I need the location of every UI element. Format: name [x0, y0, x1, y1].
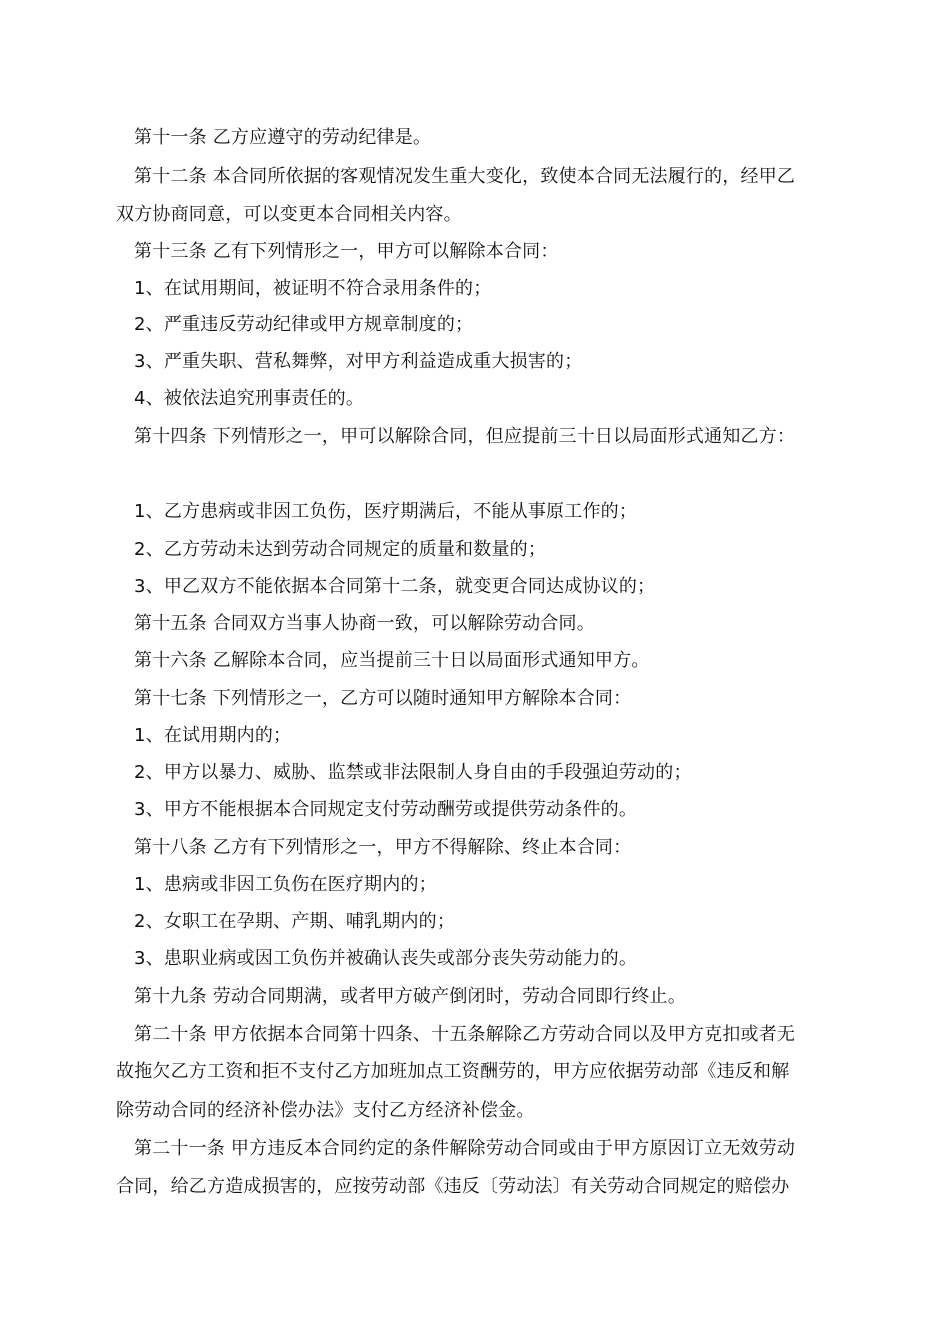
clause-13: 第十三条 乙有下列情形之一，甲方可以解除本合同：	[134, 241, 559, 262]
clause-20-line-2: 故拖欠乙方工资和拒不支付乙方加班加点工资酬劳的，甲方应依据劳动部《违反和解	[116, 1061, 790, 1082]
clause-16: 第十六条 乙解除本合同，应当提前三十日以局面形式通知甲方。	[134, 650, 650, 671]
clause-21-line-2: 合同，给乙方造成损害的，应按劳动部《违反〔劳动法〕有关劳动合同规定的赔偿办	[116, 1176, 790, 1197]
clause-14-item-2: 2、乙方劳动未达到劳动合同规定的质量和数量的；	[134, 539, 547, 560]
clause-15: 第十五条 合同双方当事人协商一致，可以解除劳动合同。	[134, 613, 595, 634]
clause-17-item-3: 3、甲方不能根据本合同规定支付劳动酬劳或提供劳动条件的。	[134, 799, 638, 820]
clause-14-item-3: 3、甲乙双方不能依据本合同第十二条，就变更合同达成协议的；	[134, 576, 656, 597]
clause-13-item-1: 1、在试用期间，被证明不符合录用条件的；	[134, 278, 492, 299]
clause-17-item-2: 2、甲方以暴力、威胁、监禁或非法限制人身自由的手段强迫劳动的；	[134, 762, 692, 783]
clause-12-line-2: 双方协商同意，可以变更本合同相关内容。	[116, 204, 462, 225]
clause-11: 第十一条 乙方应遵守的劳动纪律是。	[134, 127, 432, 148]
clause-14-item-1: 1、乙方患病或非因工负伤，医疗期满后，不能从事原工作的；	[134, 501, 638, 522]
clause-20-line-1: 第二十条 甲方依据本合同第十四条、十五条解除乙方劳动合同以及甲方克扣或者无	[134, 1024, 796, 1045]
clause-13-item-4: 4、被依法追究刑事责任的。	[134, 388, 365, 409]
clause-13-item-2: 2、严重违反劳动纪律或甲方规章制度的；	[134, 314, 474, 335]
clause-18-item-1: 1、患病或非因工负伤在医疗期内的；	[134, 874, 437, 895]
clause-14: 第十四条 下列情形之一，甲可以解除合同，但应提前三十日以局面形式通知乙方：	[134, 426, 796, 447]
clause-17-item-1: 1、在试用期内的；	[134, 725, 292, 746]
clause-21-line-1: 第二十一条 甲方违反本合同约定的条件解除劳动合同或由于甲方原因订立无效劳动	[134, 1138, 796, 1159]
clause-18-item-3: 3、患职业病或因工负伤并被确认丧失或部分丧失劳动能力的。	[134, 948, 638, 969]
clause-17: 第十七条 下列情形之一，乙方可以随时通知甲方解除本合同：	[134, 688, 632, 709]
clause-20-line-3: 除劳动合同的经济补偿办法》支付乙方经济补偿金。	[116, 1100, 535, 1121]
clause-19: 第十九条 劳动合同期满，或者甲方破产倒闭时，劳动合同即行终止。	[134, 986, 686, 1007]
clause-13-item-3: 3、严重失职、营私舞弊，对甲方利益造成重大损害的；	[134, 351, 583, 372]
clause-12-line-1: 第十二条 本合同所依据的客观情况发生重大变化，致使本合同无法履行的，经甲乙	[134, 166, 796, 187]
clause-18-item-2: 2、女职工在孕期、产期、哺乳期内的；	[134, 911, 456, 932]
clause-18: 第十八条 乙方有下列情形之一，甲方不得解除、终止本合同：	[134, 837, 632, 858]
